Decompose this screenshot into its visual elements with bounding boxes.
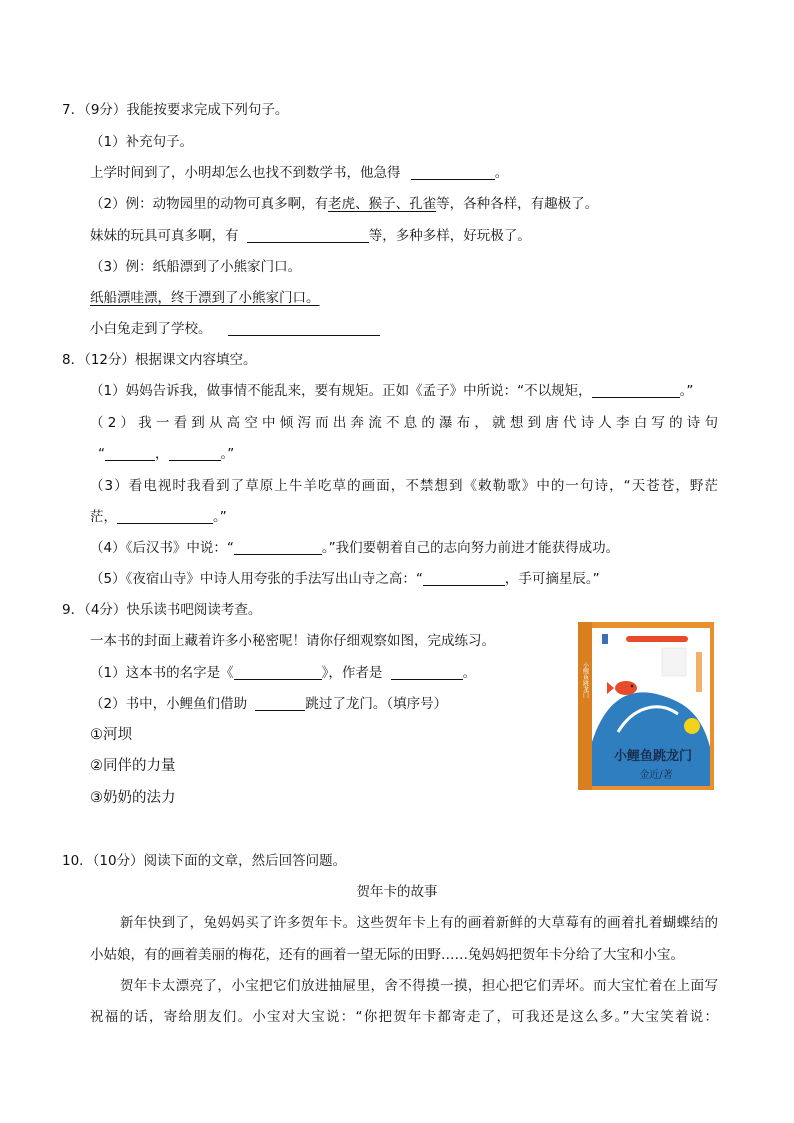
cover-spine <box>578 622 592 790</box>
q8-line3b-text: 茫， <box>90 509 117 525</box>
q8-line1-end: 。” <box>679 383 694 399</box>
cover-spine-text: 小鲤鱼跳龙门 <box>581 662 589 698</box>
q7-sentence1-end: 。 <box>494 165 509 181</box>
q8-blank3[interactable] <box>117 509 213 524</box>
q8-blank4[interactable] <box>234 540 322 555</box>
q8-blank5[interactable] <box>423 571 505 586</box>
story-para2-line1: 贺年卡太漂亮了，小宝把它们放进抽屉里，舍不得摸一摸，担心把它们弄坏。而大宝忙着在上面写 <box>120 978 718 994</box>
q7-blank1[interactable] <box>411 165 495 180</box>
q9-option-2: ②同伴的力量 <box>90 758 176 774</box>
story-para2-line2: 祝福的话，寄给朋友们。小宝对大宝说：“你把贺年卡都寄走了，可我还是这么多。”大宝笑着说： <box>90 1009 718 1025</box>
q7-part2-example <box>90 195 598 213</box>
q7-part2-text: （2）例：动物园里的动物可真多啊，有 <box>90 196 329 212</box>
q7-part3-example: （3）例：纸船漂到了小熊家门口。 <box>90 259 302 275</box>
q9-part1-text: （1）这本书的名字是《 <box>90 665 234 681</box>
q7-sentence2-tail: 等，多种多样，好玩极了。 <box>368 228 531 244</box>
q7-part2-tail: 等，各种各样，有趣极了。 <box>436 196 599 212</box>
q8-line4-text: （4）《后汉书》中说：“ <box>90 540 234 556</box>
q9-part2-text: （2）书中，小鲤鱼们借助 <box>90 696 248 712</box>
q9-blank-author[interactable] <box>391 665 463 680</box>
q7-sentence2 <box>90 227 531 245</box>
q8-line2b-end: 。” <box>220 446 235 462</box>
q10-heading: 10．（10分）阅读下面的文章，然后回答问题。 <box>62 853 347 869</box>
q9-blank-choice[interactable] <box>255 696 305 711</box>
cover-blurb-box <box>662 648 686 676</box>
book-cover-image <box>578 622 714 790</box>
q7-part1-label: （1）补充句子。 <box>90 134 194 150</box>
q9-part1 <box>90 664 476 682</box>
cover-author: 金近/著 <box>639 770 673 781</box>
q8-line4-tail: 。”我们要朝着自己的志向努力前进才能获得成功。 <box>321 540 620 556</box>
q9-part2-tail: 跳过了龙门。（填序号） <box>305 696 448 712</box>
q8-line5-tail: ，手可摘星辰。” <box>504 571 600 587</box>
q9-heading: 9．（4分）快乐读书吧阅读考查。 <box>62 602 262 618</box>
q9-intro: 一本书的封面上藏着许多小秘密呢！请你仔细观察如图，完成练习。 <box>90 633 495 649</box>
q8-line2b-quote: “ <box>98 446 105 462</box>
carp-eye-icon <box>631 685 634 688</box>
cover-publisher-logo <box>602 634 608 644</box>
cover-side-strip <box>696 652 702 692</box>
story-para1-line2: 小姑娘，有的画着美丽的梅花，还有的画着一望无际的田野……兔妈妈把贺年卡分给了大宝和小宝。 <box>90 947 684 963</box>
q7-sentence1-text: 上学时间到了，小明却怎么也找不到数学书，他急得 <box>90 165 401 181</box>
q9-option-3: ③奶奶的法力 <box>90 790 176 806</box>
cover-award-badge <box>684 718 700 734</box>
q9-part1-author-label: 》，作者是 <box>321 665 383 681</box>
q8-line3b-end: 。” <box>213 509 227 525</box>
q9-blank-title[interactable] <box>234 665 322 680</box>
story-para1-line1: 新年快到了，兔妈妈买了许多贺年卡。这些贺年卡上有的画着新鲜的大草莓有的画着扎着蝴蝶结的 <box>120 915 718 931</box>
q7-part2-underlined: 老虎、猴子、孔雀 <box>328 196 437 212</box>
q8-line5 <box>90 570 600 588</box>
q8-blank2b[interactable] <box>169 446 221 461</box>
carp-fish-icon <box>615 681 637 695</box>
q7-sentence1 <box>90 164 508 182</box>
q7-sentence3 <box>90 320 380 338</box>
q9-part1-end: 。 <box>462 665 477 681</box>
q8-line5-text: （5）《夜宿山寺》中诗人用夸张的手法写出山寺之高：“ <box>90 571 423 587</box>
q8-blank1[interactable] <box>592 383 680 398</box>
q9-part2 <box>90 695 447 713</box>
q7-blank3[interactable] <box>228 321 380 336</box>
q8-line2: （2）我一看到从高空中倾泻而出奔流不息的瀑布，就想到唐代诗人李白写的诗句 <box>90 415 718 431</box>
q8-heading: 8．（12分）根据课文内容填空。 <box>62 352 257 368</box>
q8-line4 <box>90 539 619 557</box>
story-title: 贺年卡的故事 <box>356 884 438 900</box>
cover-title: 小鲤鱼跳龙门 <box>613 749 693 764</box>
q7-heading: 7．（9分）我能按要求完成下列句子。 <box>62 102 289 118</box>
cover-series-banner <box>626 636 688 642</box>
q7-sentence3-text: 小白兔走到了学校。 <box>90 321 212 337</box>
q8-line3: （3）看电视时我看到了草原上牛羊吃草的画面，不禁想到《敕勒歌》中的一句诗，“天苍苍，野茫 <box>90 478 718 494</box>
q8-blank2a[interactable] <box>105 446 155 461</box>
q7-blank2[interactable] <box>247 228 369 243</box>
q8-line1 <box>90 382 693 400</box>
q8-line2b <box>98 445 234 463</box>
q7-part3-answer: 纸船漂哇漂，终于漂到了小熊家门口。 <box>90 290 320 306</box>
q9-option-1: ①河坝 <box>90 727 132 743</box>
q8-line2b-comma: ， <box>155 446 169 462</box>
q8-line1-text: （1）妈妈告诉我，做事情不能乱来，要有规矩。正如《孟子》中所说：“不以规矩， <box>90 383 592 399</box>
q8-line3b <box>90 508 227 526</box>
q7-sentence2-text: 妹妹的玩具可真多啊，有 <box>90 228 239 244</box>
